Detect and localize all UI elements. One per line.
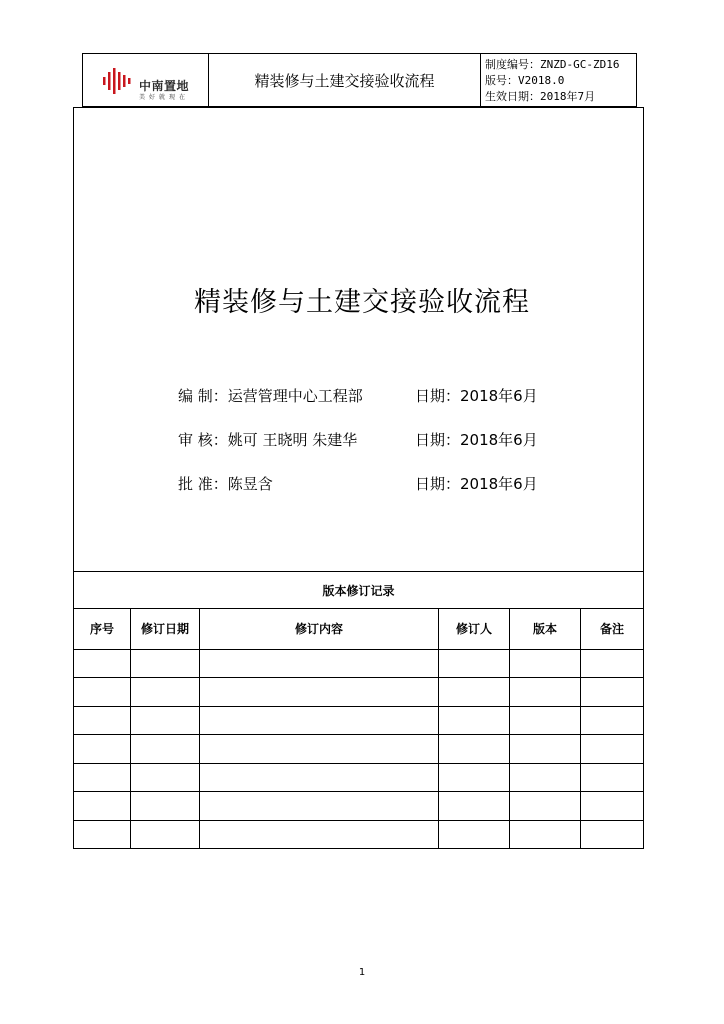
page-number: 1 bbox=[358, 967, 366, 978]
signature-reviewed: 审 核：姚可 王晓明 朱建华 bbox=[178, 431, 358, 449]
effective-date: 生效日期：2018年7月 bbox=[485, 90, 596, 103]
column-header: 修订人 bbox=[455, 622, 492, 636]
brand-slogan: 美好就现在 bbox=[139, 94, 190, 101]
document-header bbox=[82, 53, 637, 107]
signature-approved-date: 日期：2018年6月 bbox=[415, 475, 538, 493]
signature-compiled-date: 日期：2018年6月 bbox=[415, 387, 538, 405]
table-border bbox=[74, 763, 643, 764]
table-border bbox=[74, 791, 643, 792]
column-header: 修订内容 bbox=[294, 622, 343, 636]
column-header: 版本 bbox=[532, 622, 557, 636]
signature-compiled: 编 制：运营管理中心工程部 bbox=[178, 387, 363, 405]
page-title: 精装修与土建交接验收流程 bbox=[194, 287, 530, 318]
cover-frame bbox=[73, 107, 644, 849]
column-header: 序号 bbox=[89, 622, 114, 636]
table-border bbox=[74, 649, 643, 650]
column-header: 备注 bbox=[599, 622, 624, 636]
header-divider bbox=[480, 54, 481, 106]
table-border bbox=[74, 734, 643, 735]
signature-approved: 批 准：陈昱含 bbox=[178, 475, 273, 493]
revision-table-title: 版本修订记录 bbox=[322, 583, 395, 598]
logo-bars-icon bbox=[101, 66, 133, 96]
table-border bbox=[74, 820, 643, 821]
company-logo bbox=[101, 66, 201, 101]
brand-name: 中南置地 bbox=[139, 79, 190, 93]
table-border bbox=[74, 677, 643, 678]
column-header: 修订日期 bbox=[140, 622, 189, 636]
doc-code: 制度编号：ZNZD-GC-ZD16 bbox=[485, 58, 620, 71]
header-meta bbox=[485, 57, 619, 105]
signature-reviewed-date: 日期：2018年6月 bbox=[415, 431, 538, 449]
doc-version: 版号：V2018.0 bbox=[485, 74, 565, 87]
header-title: 精装修与土建交接验收流程 bbox=[254, 71, 435, 90]
table-border bbox=[74, 706, 643, 707]
